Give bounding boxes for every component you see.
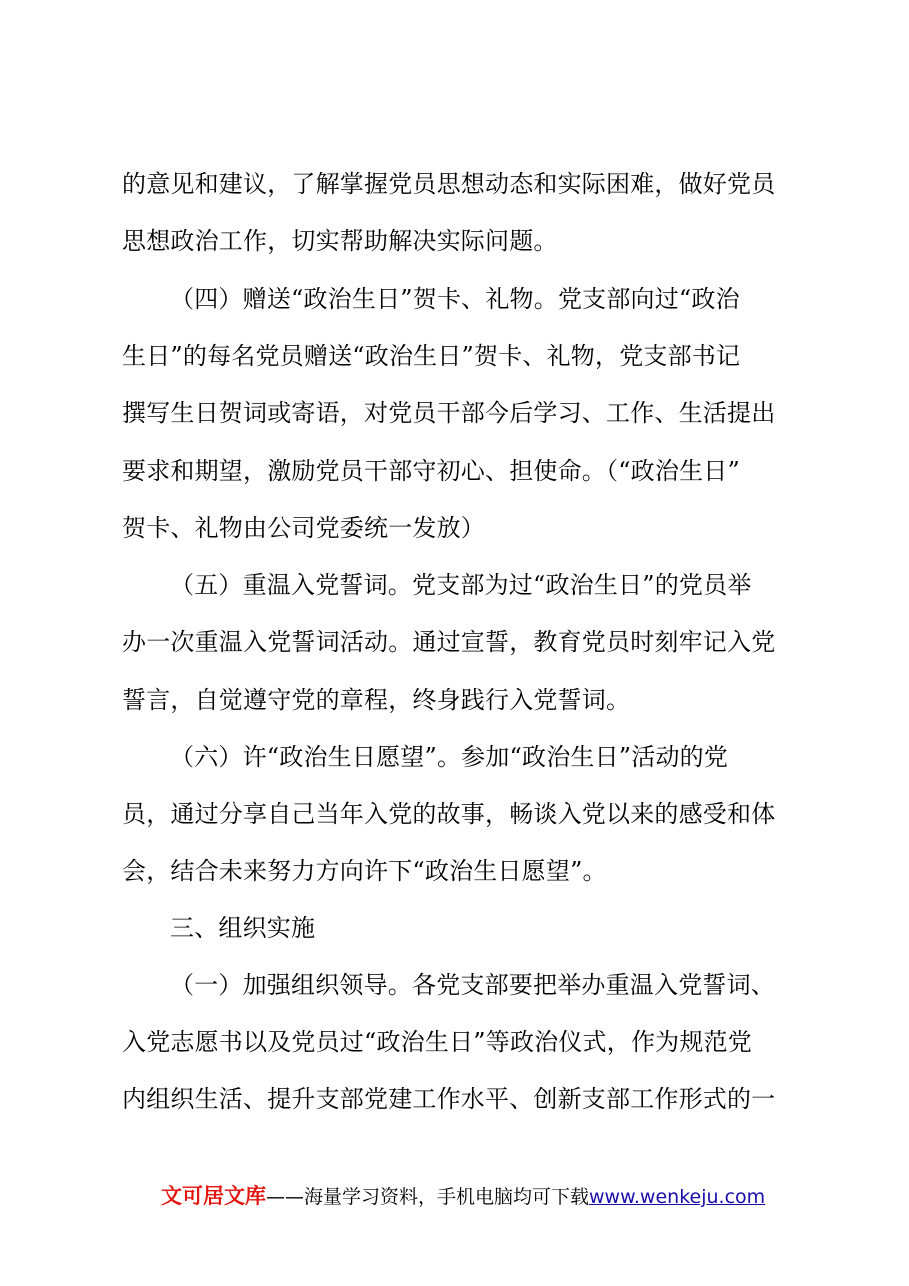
paragraph-line: 思想政治工作，切实帮助解决实际问题。: [122, 227, 558, 255]
paragraph-line: 内组织生活、提升支部党建工作水平、创新支部工作形式的一: [122, 1085, 776, 1113]
page-footer: [161, 1182, 765, 1211]
paragraph-line: 入党志愿书以及党员过“政治生日”等政治仪式，作为规范党: [122, 1028, 752, 1056]
paragraph-line: 撰写生日贺词或寄语，对党员干部今后学习、工作、生活提出: [122, 399, 776, 427]
paragraph-line: 誓言，自觉遵守党的章程，终身践行入党誓词。: [122, 686, 631, 714]
paragraph-line: 办一次重温入党誓词活动。通过宣誓，教育党员时刻牢记入党: [122, 628, 776, 656]
section-heading: 三、组织实施: [170, 914, 316, 942]
paragraph-line: （六）许“政治生日愿望”。参加“政治生日”活动的党: [170, 743, 729, 771]
footer-brand: 文可居文库: [161, 1184, 266, 1208]
paragraph-line: 会，结合未来努力方向许下“政治生日愿望”。: [122, 857, 607, 885]
paragraph-line: （四）赠送“政治生日”贺卡、礼物。党支部向过“政治: [170, 285, 740, 313]
paragraph-line: 生日”的每名党员赠送“政治生日”贺卡、礼物，党支部书记: [122, 342, 741, 370]
paragraph-line: 的意见和建议，了解掌握党员思想动态和实际困难，做好党员: [122, 170, 776, 198]
paragraph-line: 要求和期望，激励党员干部守初心、担使命。（“政治生日”: [122, 457, 740, 485]
footer-tagline: ——海量学习资料，手机电脑均可下载: [266, 1186, 590, 1208]
paragraph-line: （一）加强组织领导。各党支部要把举办重温入党誓词、: [170, 971, 775, 999]
footer-site-link[interactable]: www.wenkeju.com: [589, 1186, 766, 1208]
paragraph-line: 员，通过分享自己当年入党的故事，畅谈入党以来的感受和体: [122, 800, 776, 828]
paragraph-line: 贺卡、礼物由公司党委统一发放）: [122, 514, 485, 542]
paragraph-line: （五）重温入党誓词。党支部为过“政治生日”的党员举: [170, 571, 752, 599]
